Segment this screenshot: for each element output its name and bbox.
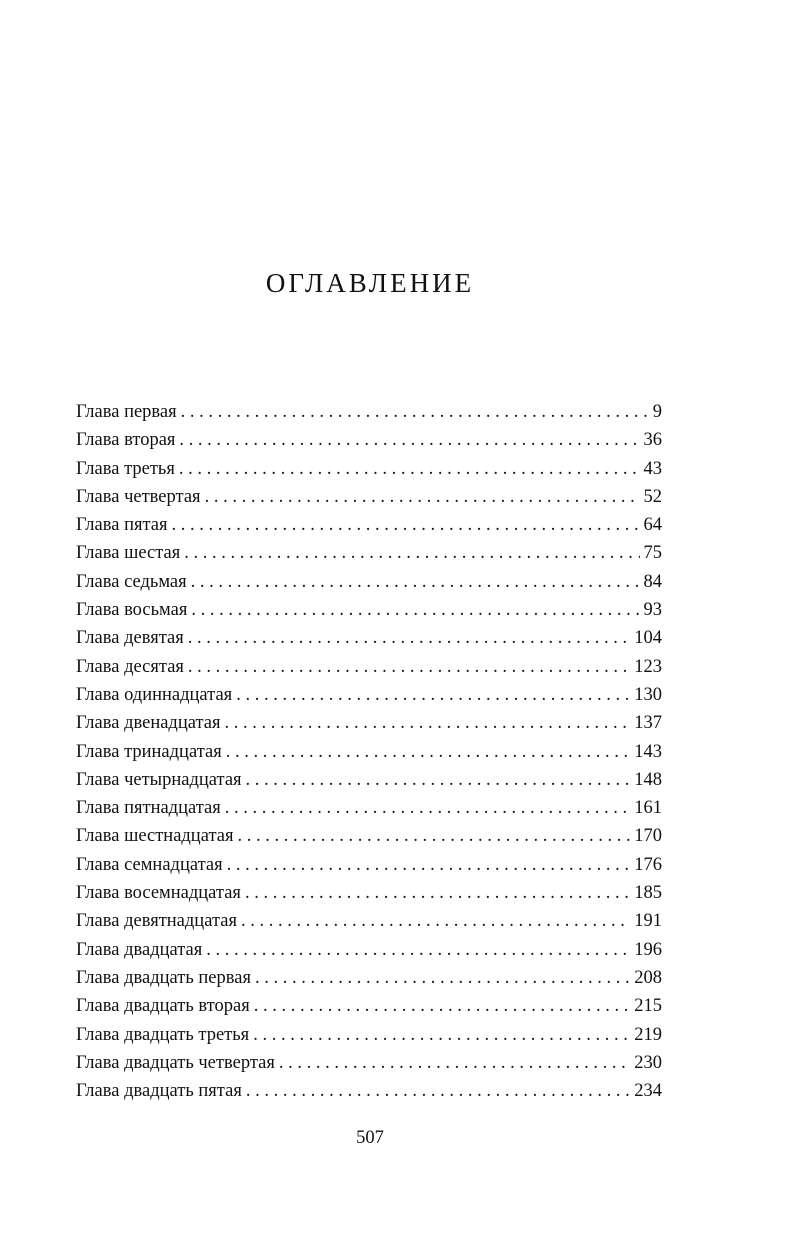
toc-entry-label: Глава первая xyxy=(76,402,177,422)
toc-entry-label: Глава тринадцатая xyxy=(76,741,222,762)
toc-entry xyxy=(76,907,662,935)
toc-entry xyxy=(76,455,662,483)
toc-entry-label: Глава двадцатая xyxy=(76,939,203,960)
dot-leader xyxy=(245,879,630,907)
toc-entry-page: 219 xyxy=(634,1024,662,1045)
toc-entry-label: Глава четвертая xyxy=(76,486,201,507)
toc-entry xyxy=(76,398,662,426)
dot-leader xyxy=(191,568,640,596)
toc-entry-label: Глава четырнадцатая xyxy=(76,769,242,790)
toc-entry-page: 170 xyxy=(634,826,662,847)
dot-leader xyxy=(241,907,630,935)
toc-entry-label: Глава двадцать четвертая xyxy=(76,1052,275,1073)
toc-entry-label: Глава седьмая xyxy=(76,571,187,592)
toc-entry xyxy=(76,681,662,709)
toc-entry-label: Глава пятая xyxy=(76,515,168,536)
toc-entry-label: Глава двадцать пятая xyxy=(76,1081,242,1102)
toc-entry-page: 75 xyxy=(643,543,662,564)
toc-entry xyxy=(76,568,662,596)
dot-leader xyxy=(255,964,630,992)
toc-entry-page: 191 xyxy=(634,911,662,932)
page-title: ОГЛАВЛЕНИЕ xyxy=(265,268,475,298)
toc-entry-label: Глава двадцать третья xyxy=(76,1024,250,1045)
toc-entry xyxy=(76,851,662,879)
page-number: 507 xyxy=(356,1128,384,1148)
dot-leader xyxy=(206,936,630,964)
dot-leader xyxy=(188,653,630,681)
dot-leader xyxy=(184,539,639,567)
toc-entry-page: 93 xyxy=(643,600,662,621)
toc-entry-page: 196 xyxy=(634,939,662,960)
toc-entry xyxy=(76,596,662,624)
toc-entry-label: Глава шестая xyxy=(76,543,181,564)
toc-entry xyxy=(76,1049,662,1077)
toc-entry-page: 104 xyxy=(634,628,662,649)
dot-leader xyxy=(236,681,630,709)
toc-entry-label: Глава восьмая xyxy=(76,600,188,621)
toc-entry-page: 9 xyxy=(652,402,662,422)
toc-entry xyxy=(76,624,662,652)
dot-leader xyxy=(181,398,649,426)
dot-leader xyxy=(179,426,639,454)
toc-entry xyxy=(76,992,662,1020)
toc-entry-label: Глава девятая xyxy=(76,628,184,649)
dot-leader xyxy=(227,851,631,879)
table-of-contents xyxy=(76,398,662,1105)
toc-entry xyxy=(76,879,662,907)
toc-entry-page: 137 xyxy=(634,713,662,734)
toc-entry xyxy=(76,794,662,822)
toc-entry xyxy=(76,426,662,454)
toc-entry-page: 208 xyxy=(634,967,662,988)
dot-leader xyxy=(225,794,630,822)
toc-entry-label: Глава третья xyxy=(76,458,175,479)
toc-entry-page: 43 xyxy=(643,458,662,479)
dot-leader xyxy=(279,1049,630,1077)
toc-entry-page: 143 xyxy=(634,741,662,762)
dot-leader xyxy=(237,822,630,850)
toc-entry-page: 230 xyxy=(634,1052,662,1073)
dot-leader xyxy=(188,624,631,652)
dot-leader xyxy=(226,738,631,766)
toc-entry xyxy=(76,539,662,567)
toc-entry xyxy=(76,936,662,964)
toc-entry-page: 64 xyxy=(643,515,662,536)
toc-entry-label: Глава семнадцатая xyxy=(76,854,223,875)
toc-entry-page: 234 xyxy=(634,1081,662,1102)
toc-entry-label: Глава десятая xyxy=(76,656,184,677)
dot-leader xyxy=(246,766,631,794)
toc-entry-page: 215 xyxy=(634,996,662,1017)
dot-leader xyxy=(205,483,640,511)
toc-entry-label: Глава девятнадцатая xyxy=(76,911,237,932)
dot-leader xyxy=(253,1021,630,1049)
toc-entry-page: 185 xyxy=(634,883,662,904)
toc-entry xyxy=(76,738,662,766)
toc-entry-label: Глава двенадцатая xyxy=(76,713,221,734)
dot-leader xyxy=(172,511,640,539)
toc-entry-page: 161 xyxy=(634,798,662,819)
toc-entry-label: Глава пятнадцатая xyxy=(76,798,221,819)
toc-entry-page: 36 xyxy=(643,430,662,451)
toc-entry-label: Глава вторая xyxy=(76,430,176,451)
toc-entry xyxy=(76,964,662,992)
toc-entry xyxy=(76,653,662,681)
toc-entry-page: 176 xyxy=(634,854,662,875)
toc-entry xyxy=(76,1077,662,1105)
toc-entry xyxy=(76,766,662,794)
dot-leader xyxy=(191,596,639,624)
dot-leader xyxy=(179,455,640,483)
toc-entry-page: 148 xyxy=(634,769,662,790)
toc-entry xyxy=(76,709,662,737)
toc-entry-page: 84 xyxy=(643,571,662,592)
toc-entry xyxy=(76,822,662,850)
dot-leader xyxy=(225,709,631,737)
toc-entry xyxy=(76,1021,662,1049)
toc-entry-label: Глава восемнадцатая xyxy=(76,883,241,904)
dot-leader xyxy=(246,1077,630,1105)
toc-entry-page: 123 xyxy=(634,656,662,677)
toc-entry-page: 52 xyxy=(643,486,662,507)
toc-entry-label: Глава шестнадцатая xyxy=(76,826,234,847)
toc-entry xyxy=(76,511,662,539)
toc-entry-label: Глава одиннадцатая xyxy=(76,684,233,705)
toc-entry xyxy=(76,483,662,511)
toc-entry-page: 130 xyxy=(634,684,662,705)
toc-entry-label: Глава двадцать первая xyxy=(76,967,251,988)
toc-entry-label: Глава двадцать вторая xyxy=(76,996,250,1017)
dot-leader xyxy=(254,992,631,1020)
